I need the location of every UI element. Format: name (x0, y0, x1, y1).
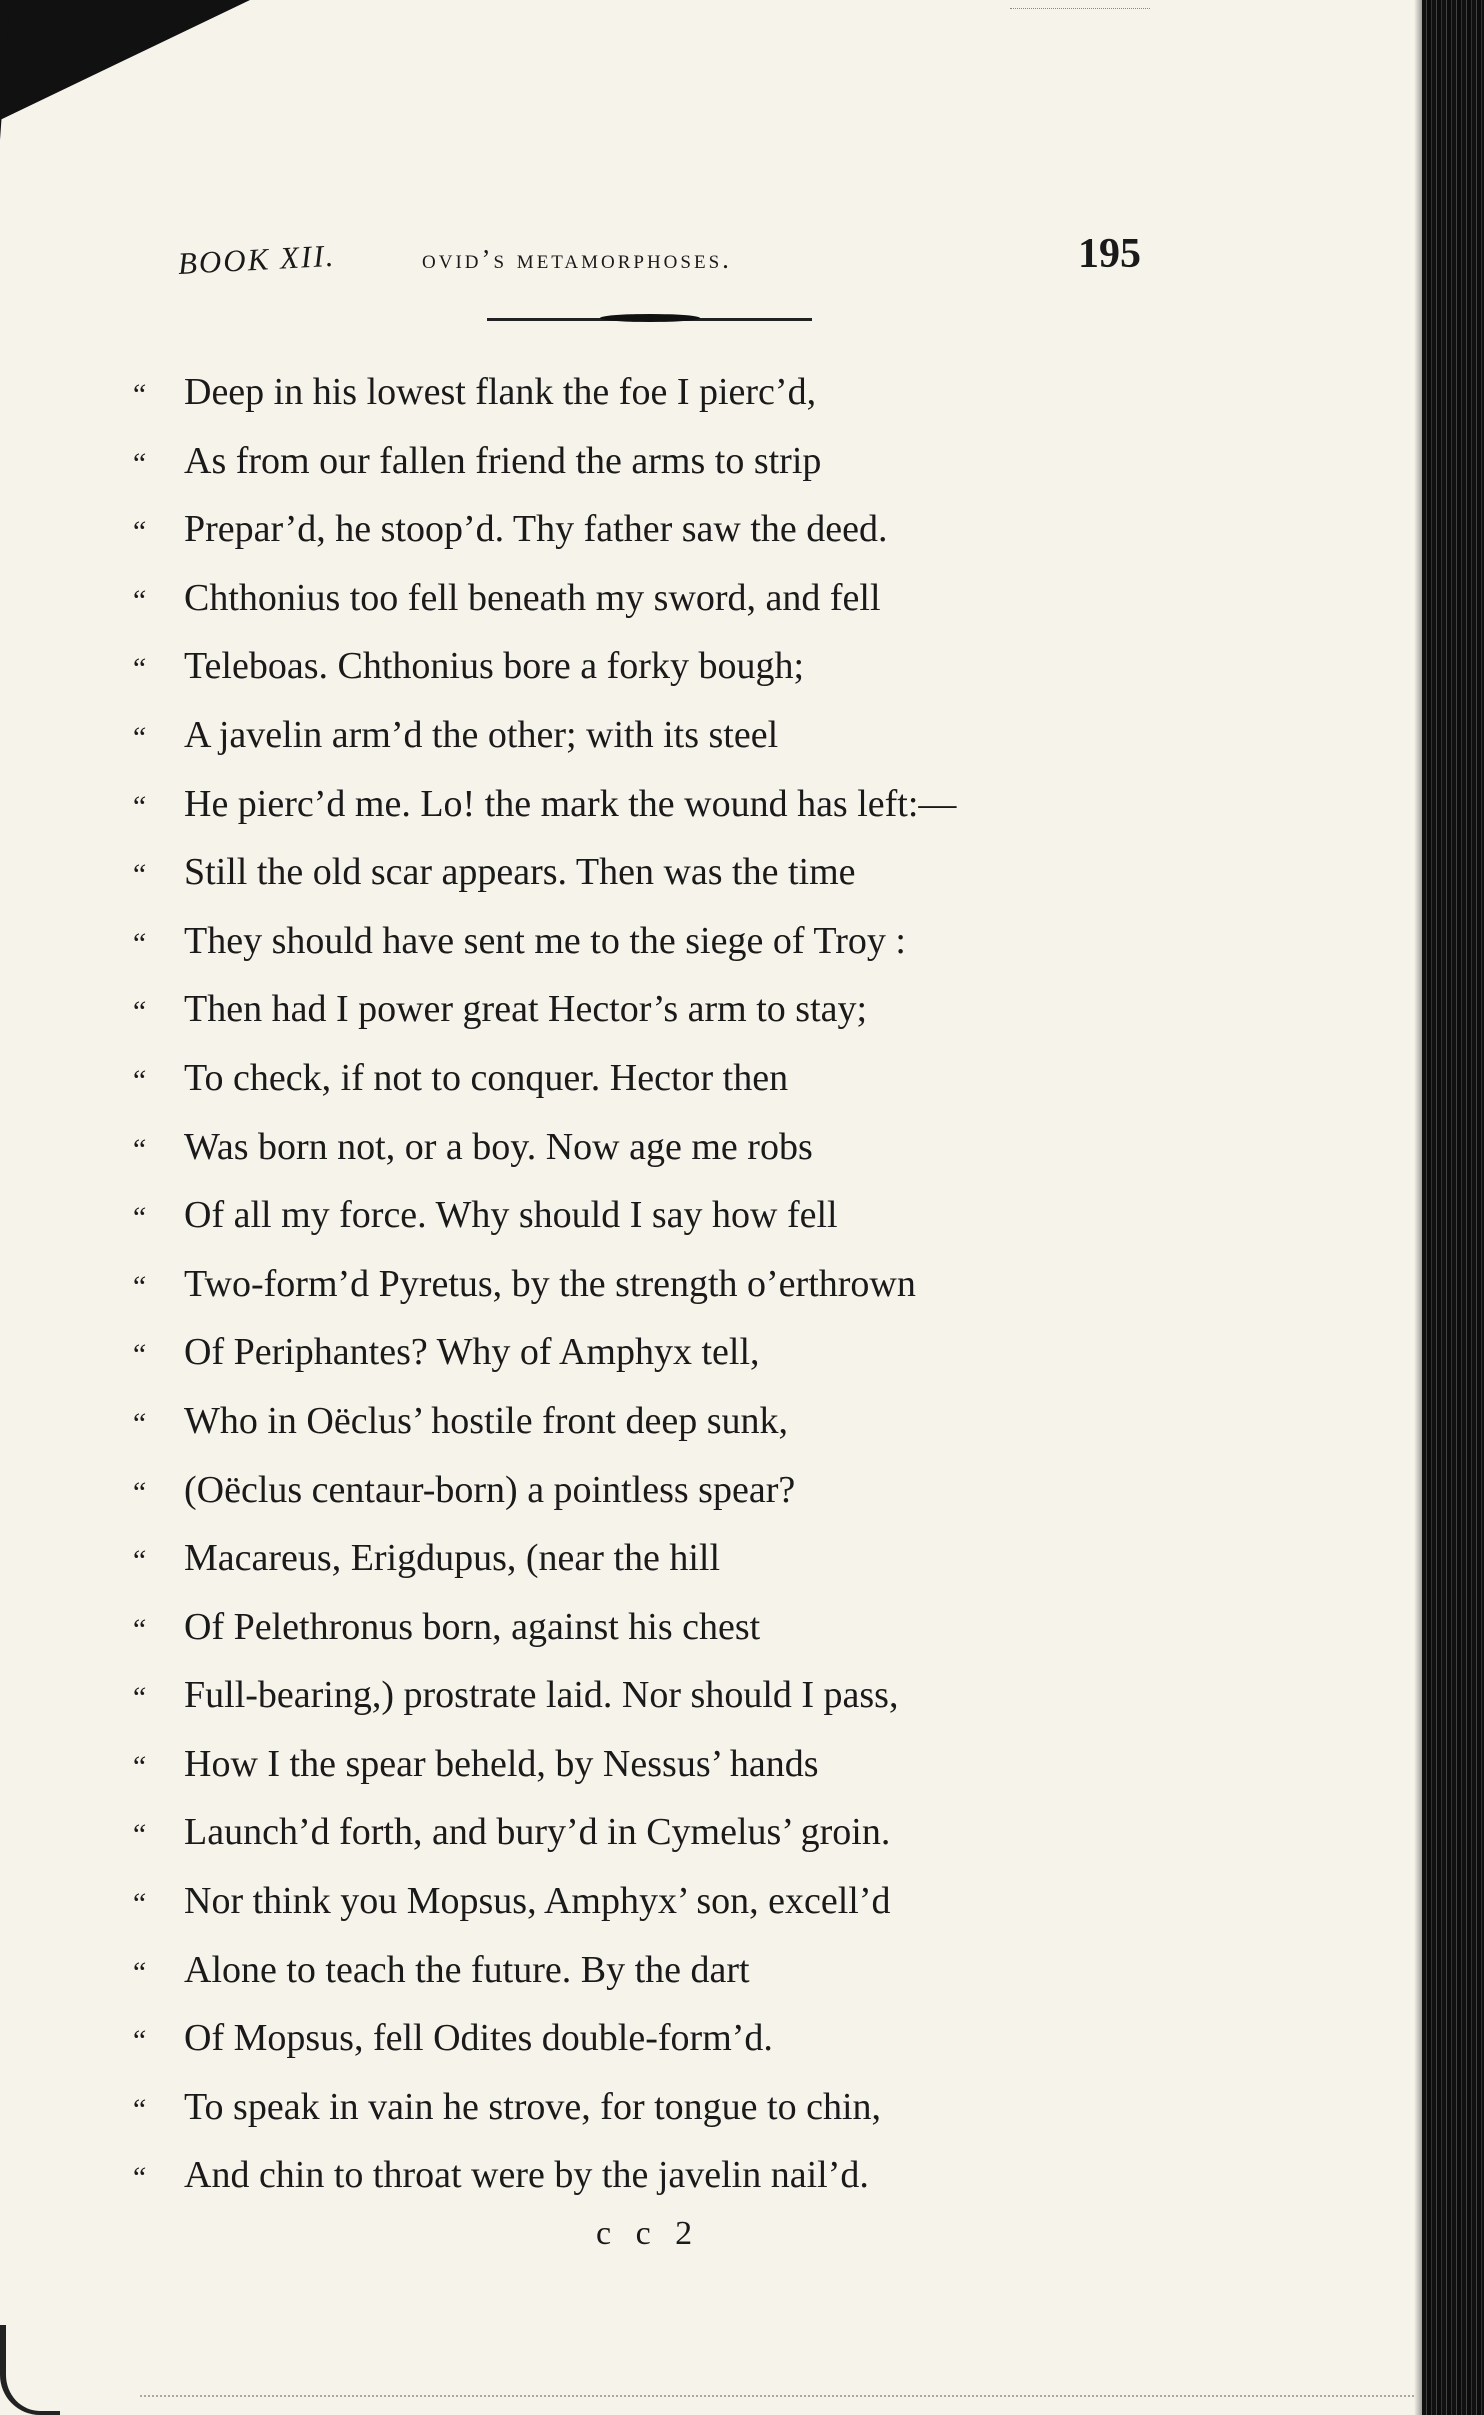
opening-quote-mark: “ (130, 1681, 147, 1715)
book-binding-edge (1422, 0, 1484, 2415)
opening-quote-mark: “ (130, 995, 147, 1029)
verse-text: Of Pelethronus born, against his chest (184, 1605, 761, 1648)
verse-line (130, 495, 1130, 564)
verse-text: Deep in his lowest flank the foe I pierc’d, (184, 371, 817, 413)
verse-line (130, 1318, 1130, 1387)
verse-text: Of Mopsus, fell Odites double-form’d. (184, 2017, 773, 2060)
verse-line (130, 1798, 1130, 1867)
opening-quote-mark: “ (130, 1406, 147, 1440)
opening-quote-mark: “ (130, 2161, 147, 2195)
verse-text: Full-bearing,) prostrate laid. Nor should I pass, (184, 1674, 899, 1717)
opening-quote-mark: “ (130, 858, 147, 892)
verse-text: Was born not, or a boy. Now age me robs (184, 1125, 813, 1168)
verse-text: How I the spear beheld, by Nessus’ hands (184, 1742, 819, 1785)
verse-line (130, 2004, 1130, 2073)
verse-text: Macareus, Erigdupus, (near the hill (184, 1537, 721, 1580)
verse-line (130, 907, 1130, 976)
running-title: ovid’s metamorphoses. (422, 244, 732, 274)
verse-line (130, 2073, 1130, 2142)
page-bottom-curl (0, 2325, 60, 2415)
opening-quote-mark: “ (130, 1338, 147, 1372)
verse-line (130, 838, 1130, 907)
verse-text: Two-form’d Pyretus, by the strength o’erthrown (184, 1262, 916, 1305)
opening-quote-mark: “ (130, 378, 147, 411)
verse-text: And chin to throat were by the javelin nail’d. (184, 2154, 869, 2197)
verse-line (130, 1524, 1130, 1593)
verse-text: He pierc’d me. Lo! the mark the wound has left:— (184, 782, 957, 825)
opening-quote-mark: “ (130, 1475, 147, 1509)
verse-text: Nor think you Mopsus, Amphyx’ son, excell’d (184, 1880, 891, 1923)
verse-line (130, 701, 1130, 770)
verse-line (130, 1181, 1130, 1250)
page-corner-shadow (0, 0, 250, 120)
verse-text: As from our fallen friend the arms to strip (184, 439, 822, 482)
verse-line (130, 1387, 1130, 1456)
verse-text: Teleboas. Chthonius bore a forky bough; (184, 645, 805, 688)
verse-line (130, 2141, 1130, 2210)
opening-quote-mark: “ (130, 1269, 147, 1303)
verse-text: To check, if not to conquer. Hector then (184, 1056, 789, 1099)
verse-text: Chthonius too fell beneath my sword, and fell (184, 576, 881, 619)
opening-quote-mark: “ (130, 1887, 147, 1921)
verse-text: Who in Oëclus’ hostile front deep sunk, (184, 1399, 788, 1442)
verse-line (130, 1113, 1130, 1182)
page-number: 195 (1078, 231, 1141, 277)
verse-text: Still the old scar appears. Then was the time (184, 851, 856, 894)
verse-line (130, 358, 1130, 427)
opening-quote-mark: “ (130, 1818, 147, 1852)
signature-mark: c c 2 (596, 2215, 701, 2252)
verse-line (130, 975, 1130, 1044)
opening-quote-mark: “ (130, 1955, 147, 1989)
opening-quote-mark: “ (130, 515, 147, 549)
opening-quote-mark: “ (130, 789, 147, 823)
scan-noise-top (1010, 8, 1150, 11)
verse-line (130, 1044, 1130, 1113)
verse-line (130, 1661, 1130, 1730)
verse-text: To speak in vain he strove, for tongue to chin, (184, 2085, 882, 2128)
opening-quote-mark: “ (130, 2024, 147, 2058)
verse-line (130, 1867, 1130, 1936)
verse-text: Of all my force. Why should I say how fell (184, 1194, 838, 1237)
verse-text: They should have sent me to the siege of Troy : (184, 919, 906, 962)
verse-text: Alone to teach the future. By the dart (184, 1948, 750, 1991)
opening-quote-mark: “ (130, 1201, 147, 1235)
opening-quote-mark: “ (130, 1132, 147, 1166)
header-rule-ornament (600, 314, 700, 322)
verse-line (130, 632, 1130, 701)
opening-quote-mark: “ (130, 1612, 147, 1646)
binding-shadow (1414, 0, 1422, 2415)
book-number: BOOK XII. (177, 237, 337, 281)
opening-quote-mark: “ (130, 583, 147, 617)
verse-line (130, 770, 1130, 839)
opening-quote-mark: “ (130, 1749, 147, 1783)
verse-text: A javelin arm’d the other; with its steel (184, 713, 779, 756)
verse-line (130, 1730, 1130, 1799)
scan-noise-bottom (140, 2389, 1414, 2397)
verse-line (130, 427, 1130, 496)
verse-text: Launch’d forth, and bury’d in Cymelus’ groin. (184, 1811, 891, 1854)
verse-line (130, 1936, 1130, 2005)
verse-line (130, 1250, 1130, 1319)
verse-line (130, 564, 1130, 633)
verse-text: Then had I power great Hector’s arm to stay; (184, 988, 868, 1031)
verse-line (130, 1456, 1130, 1525)
verse-text: (Oëclus centaur-born) a pointless spear? (184, 1468, 796, 1511)
opening-quote-mark: “ (130, 1544, 147, 1578)
verse-block (130, 358, 1130, 2210)
page-corner-shadow-edge (0, 0, 10, 140)
verse-text: Of Periphantes? Why of Amphyx tell, (184, 1331, 760, 1374)
opening-quote-mark: “ (130, 720, 147, 754)
opening-quote-mark: “ (130, 1063, 147, 1097)
opening-quote-mark: “ (130, 2092, 147, 2126)
opening-quote-mark: “ (130, 652, 147, 686)
opening-quote-mark: “ (130, 926, 147, 960)
running-head (178, 230, 1168, 290)
opening-quote-mark: “ (130, 446, 147, 480)
verse-text: Prepar’d, he stoop’d. Thy father saw the deed. (184, 508, 888, 551)
verse-line (130, 1593, 1130, 1662)
